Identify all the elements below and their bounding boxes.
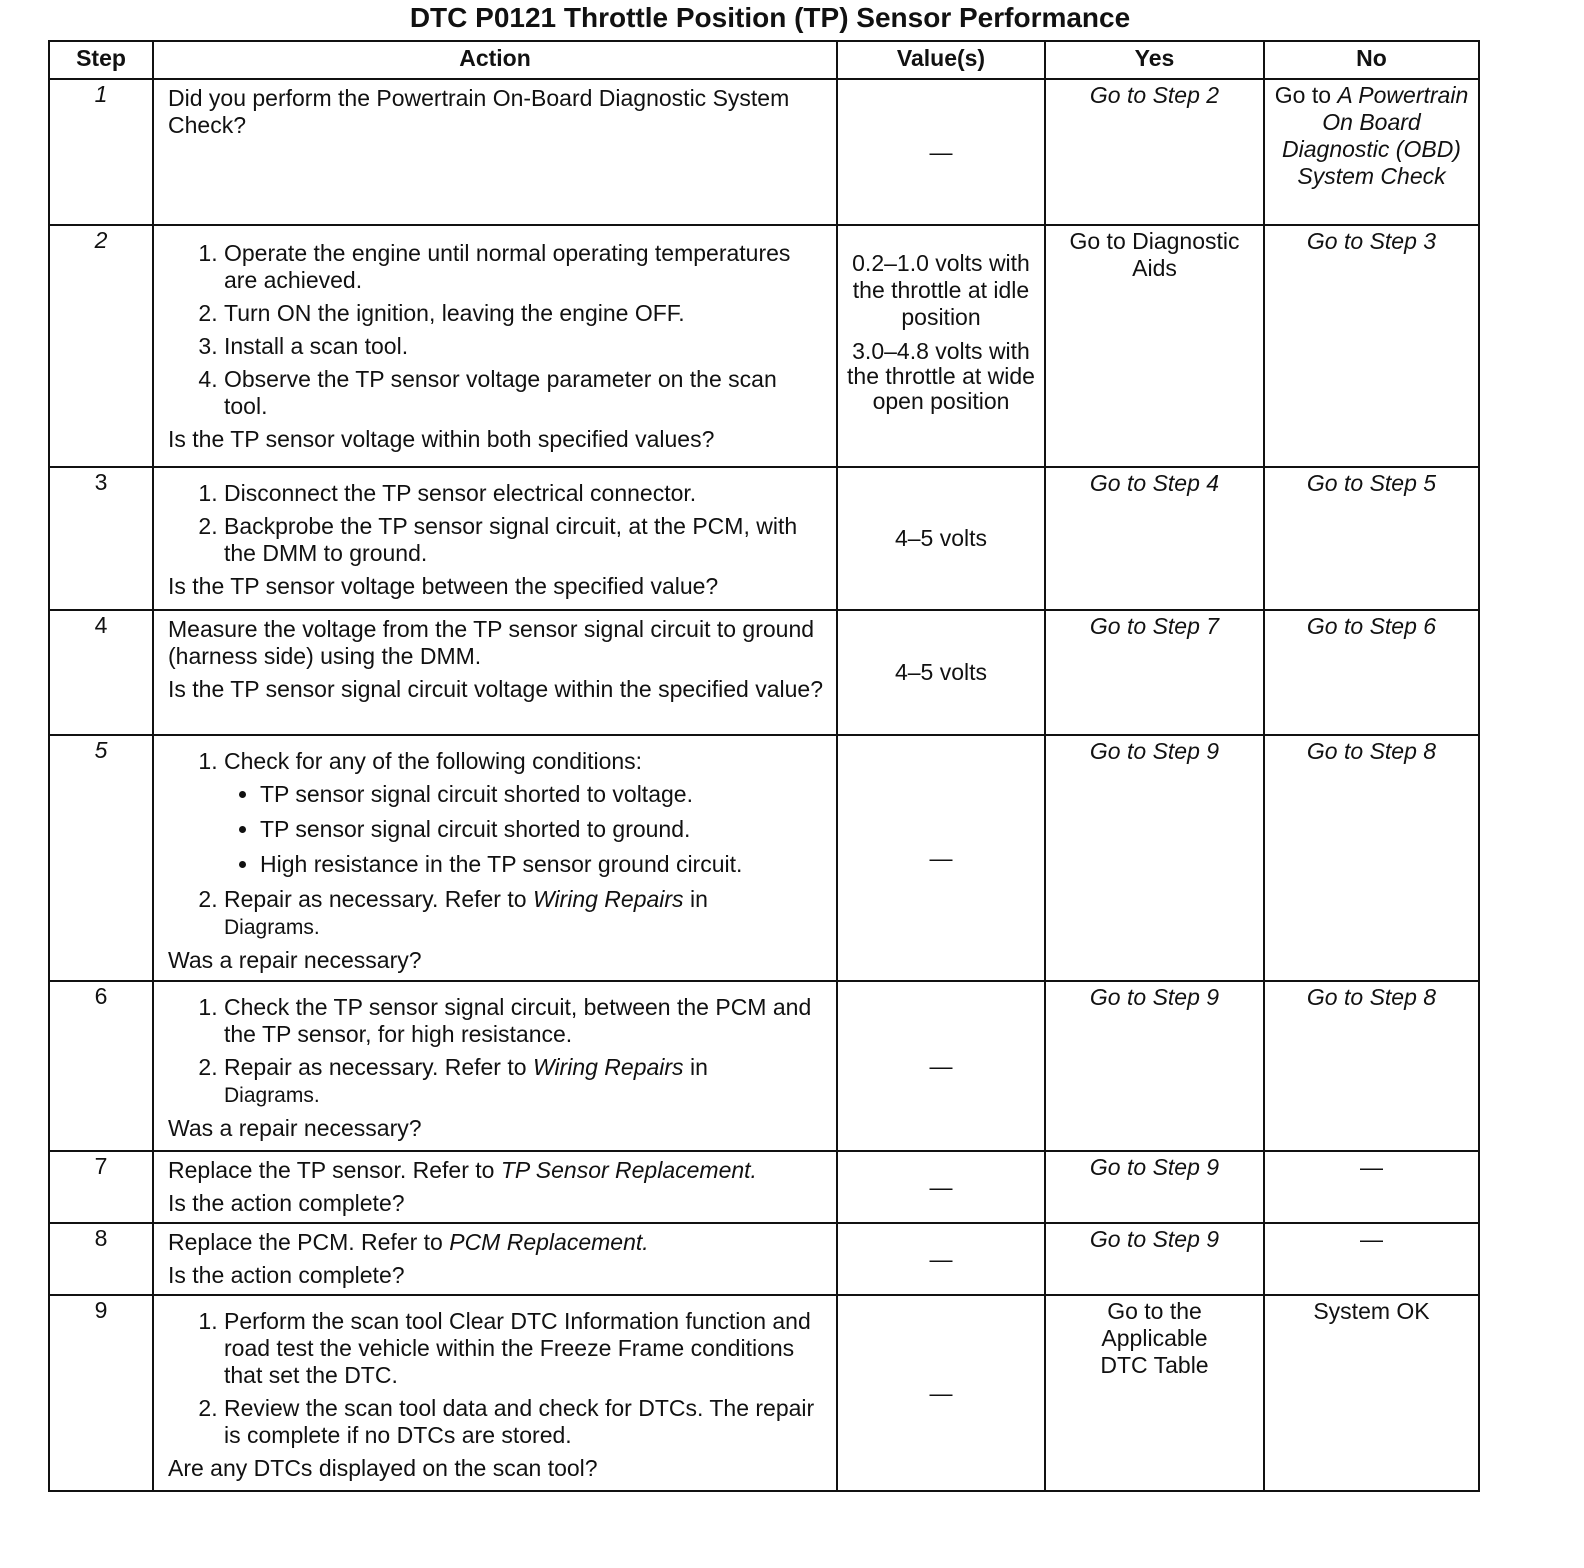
yes-cell: Go to Step 4 <box>1045 467 1264 610</box>
yes-cell: Go to Step 7 <box>1045 610 1264 735</box>
reference-link[interactable]: Wiring Repairs <box>532 1054 684 1080</box>
list-item: 1. Disconnect the TP sensor electrical connector. <box>224 480 826 507</box>
action-question: Was a repair necessary? <box>168 947 422 973</box>
action-text: Replace the TP sensor. Refer to <box>168 1157 501 1183</box>
no-cell: — <box>1264 1223 1479 1295</box>
action-question: Is the action complete? <box>168 1190 405 1216</box>
no-cell: System OK <box>1264 1295 1479 1491</box>
no-cell: Go to Step 8 <box>1264 735 1479 981</box>
list-item: 2. Turn ON the ignition, leaving the engine OFF. <box>224 300 826 327</box>
step-number: 1 <box>49 79 153 225</box>
action-list <box>168 994 826 1109</box>
yes-cell: Go to the Applicable DTC Table <box>1045 1295 1264 1491</box>
step-number: 3 <box>49 467 153 610</box>
table-row <box>49 79 1479 225</box>
action-cell <box>153 1223 837 1295</box>
action-text: Did you perform the Powertrain On-Board Diagnostic System Check? <box>168 85 790 138</box>
header-step: Step <box>49 41 153 79</box>
table-row <box>49 1151 1479 1223</box>
list-item-text: Diagrams. <box>224 916 320 939</box>
header-yes: Yes <box>1045 41 1264 79</box>
reference-link[interactable]: Wiring Repairs <box>532 886 684 912</box>
value-cell: — <box>837 1151 1045 1223</box>
header-no: No <box>1264 41 1479 79</box>
reference-link[interactable]: TP Sensor Replacement. <box>500 1157 757 1183</box>
list-item <box>224 1054 826 1109</box>
header-action: Action <box>153 41 837 79</box>
list-item: 4. Observe the TP sensor voltage parameter on the scan tool. <box>224 366 826 420</box>
step-number: 5 <box>49 735 153 981</box>
action-text: Measure the voltage from the TP sensor signal circuit to ground (harness side) using the DMM. <box>168 616 815 669</box>
action-cell <box>153 981 837 1151</box>
list-item-text: in <box>683 886 708 912</box>
value-cell: 4–5 volts <box>837 610 1045 735</box>
list-item: 2. Backprobe the TP sensor signal circuit, at the PCM, with the DMM to ground. <box>224 513 826 567</box>
table-row <box>49 1223 1479 1295</box>
step-number: 7 <box>49 1151 153 1223</box>
value-cell: — <box>837 735 1045 981</box>
header-values: Value(s) <box>837 41 1045 79</box>
yes-cell: Go to Step 2 <box>1045 79 1264 225</box>
action-list <box>168 480 826 567</box>
yes-cell: Go to Step 9 <box>1045 981 1264 1151</box>
value-cell: — <box>837 981 1045 1151</box>
step-number: 4 <box>49 610 153 735</box>
no-link[interactable]: A Powertrain On Board Diagnostic (OBD) System Check <box>1282 82 1469 189</box>
no-cell: Go to Step 5 <box>1264 467 1479 610</box>
list-item <box>224 748 826 878</box>
action-list <box>168 240 826 420</box>
action-list <box>168 748 826 941</box>
no-cell: — <box>1264 1151 1479 1223</box>
action-question: Is the action complete? <box>168 1262 405 1288</box>
action-text: Replace the PCM. Refer to <box>168 1229 450 1255</box>
list-item: 1. Check the TP sensor signal circuit, between the PCM and the TP sensor, for high resistance. <box>224 994 826 1048</box>
table-row <box>49 735 1479 981</box>
value-text: 3.0–4.8 volts with the throttle at wide open position <box>847 338 1035 414</box>
yes-cell: Go to Step 9 <box>1045 1223 1264 1295</box>
action-cell <box>153 467 837 610</box>
value-cell: — <box>837 79 1045 225</box>
bullet-item: • TP sensor signal circuit shorted to voltage. <box>260 781 826 808</box>
step-number: 6 <box>49 981 153 1151</box>
list-item-text: Repair as necessary. Refer to <box>224 886 533 912</box>
bullet-list <box>224 781 826 878</box>
header-row <box>49 41 1479 79</box>
table-row <box>49 225 1479 467</box>
no-text: Go to <box>1274 82 1338 108</box>
list-item-text: in <box>683 1054 708 1080</box>
table-row <box>49 467 1479 610</box>
document-title: DTC P0121 Throttle Position (TP) Sensor Performance <box>409 2 1131 33</box>
list-item: 3. Install a scan tool. <box>224 333 826 360</box>
bullet-item: • TP sensor signal circuit shorted to ground. <box>260 816 826 843</box>
no-cell: Go to Step 6 <box>1264 610 1479 735</box>
action-cell <box>153 79 837 225</box>
list-item <box>224 886 826 941</box>
list-item: 1. Operate the engine until normal operating temperatures are achieved. <box>224 240 826 294</box>
table-row <box>49 981 1479 1151</box>
no-cell <box>1264 79 1479 225</box>
action-question: Is the TP sensor signal circuit voltage within the specified value? <box>168 676 824 702</box>
list-item: 2. Review the scan tool data and check for DTCs. The repair is complete if no DTCs are stored. <box>224 1395 826 1449</box>
list-item: 1. Perform the scan tool Clear DTC Information function and road test the vehicle within the Freeze Frame conditions that set the DTC. <box>224 1308 826 1389</box>
list-item-text: Repair as necessary. Refer to <box>224 1054 533 1080</box>
value-text: 0.2–1.0 volts with the throttle at idle position <box>852 250 1030 330</box>
list-item-text: Check for any of the following conditions: <box>224 748 643 774</box>
no-cell: Go to Step 3 <box>1264 225 1479 467</box>
action-cell <box>153 1151 837 1223</box>
bullet-item: • High resistance in the TP sensor ground circuit. <box>260 851 826 878</box>
yes-cell: Go to Step 9 <box>1045 735 1264 981</box>
list-item-text: Diagrams. <box>224 1084 320 1107</box>
action-question: Are any DTCs displayed on the scan tool? <box>168 1455 598 1481</box>
value-cell: — <box>837 1295 1045 1491</box>
action-cell <box>153 225 837 467</box>
step-number: 2 <box>49 225 153 467</box>
action-cell <box>153 735 837 981</box>
no-cell: Go to Step 8 <box>1264 981 1479 1151</box>
table-row <box>49 1295 1479 1491</box>
action-question: Is the TP sensor voltage between the specified value? <box>168 573 719 599</box>
value-cell: — <box>837 1223 1045 1295</box>
step-number: 8 <box>49 1223 153 1295</box>
action-question: Was a repair necessary? <box>168 1115 422 1141</box>
value-cell: 4–5 volts <box>837 467 1045 610</box>
table-row <box>49 610 1479 735</box>
dtc-table <box>48 40 1480 1492</box>
reference-link[interactable]: PCM Replacement. <box>449 1229 649 1255</box>
step-number: 9 <box>49 1295 153 1491</box>
value-cell <box>837 225 1045 467</box>
action-cell <box>153 610 837 735</box>
action-list <box>168 1308 826 1449</box>
yes-cell: Go to Step 9 <box>1045 1151 1264 1223</box>
yes-cell: Go to Diagnostic Aids <box>1045 225 1264 467</box>
action-question: Is the TP sensor voltage within both specified values? <box>168 426 715 452</box>
action-cell <box>153 1295 837 1491</box>
